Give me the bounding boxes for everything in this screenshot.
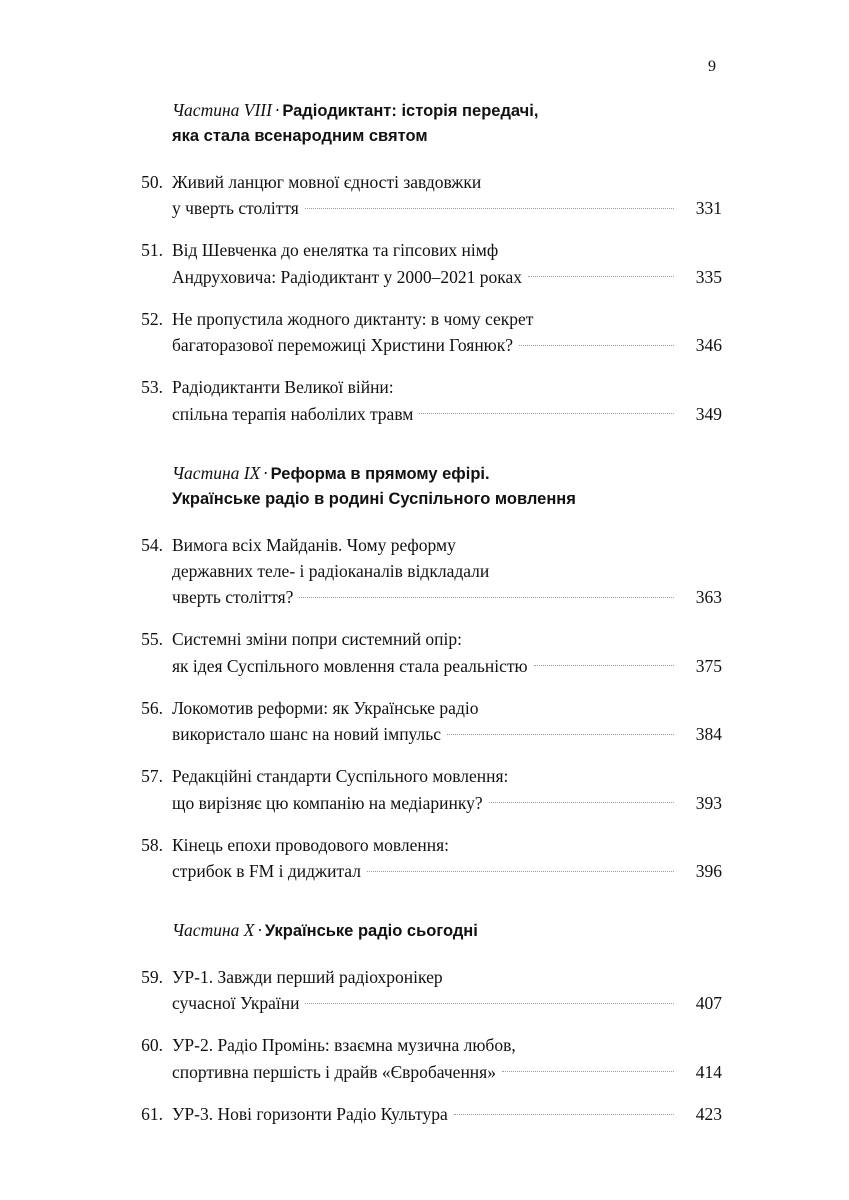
part-title: яка стала всенародним святом: [172, 127, 428, 146]
part-title: Реформа в прямому ефірі.: [270, 464, 490, 483]
toc-entry-page: 335: [695, 266, 722, 287]
part-heading: [132, 98, 722, 149]
toc-entry[interactable]: [132, 695, 722, 748]
toc-entry-title: Системні зміни попри системний опір:: [172, 629, 463, 650]
leader-dots: [484, 696, 674, 714]
toc-entry-line: [172, 695, 722, 721]
spacer: [132, 679, 722, 695]
toc-entry-page: 363: [695, 587, 722, 608]
leader-dots: [447, 723, 674, 741]
leader-dots: [539, 307, 674, 325]
toc-entry-line: [172, 584, 722, 610]
leader-dots: [454, 1102, 674, 1120]
toc-entry-body: [172, 374, 722, 427]
toc-entry-number: 58.: [141, 834, 163, 855]
toc-entry-page: 396: [695, 861, 722, 882]
toc-entry[interactable]: [132, 832, 722, 885]
leader-dots: [502, 1060, 674, 1078]
toc-entry-title: Від Шевченка до енелятка та гіпсових німф: [172, 240, 499, 261]
toc-entry-line: [172, 195, 722, 221]
toc-entry-line: [172, 558, 722, 584]
toc-entry-number: 51.: [141, 240, 163, 261]
toc-entry-line: [172, 374, 722, 400]
toc-entry-title: використало шанс на новий імпульс: [172, 724, 442, 745]
toc-entry-title: що вирізняє цю компанію на медіаринку?: [172, 792, 483, 813]
toc-entry-line: [172, 790, 722, 816]
toc-entry-line: [172, 763, 722, 789]
toc-entry[interactable]: [132, 374, 722, 427]
toc-entry-title: як ідея Суспільного мовлення стала реальністю: [172, 655, 528, 676]
toc-entry-title: багаторазової переможиці Христини Гоянюк?: [172, 335, 514, 356]
toc-entry-number: 54.: [141, 534, 163, 555]
leader-dots: [299, 586, 674, 604]
toc-entry-body: [172, 1101, 722, 1127]
toc-entry-title: Редакційні стандарти Суспільного мовлення:: [172, 766, 509, 787]
leader-dots: [522, 1034, 674, 1052]
toc-entry-title: Не пропустила жодного диктанту: в чому секрет: [172, 308, 534, 329]
leader-dots: [504, 239, 674, 257]
toc-entry-title: УР-1. Завжди перший радіохронікер: [172, 966, 443, 987]
toc-entry-title: чверть століття?: [172, 587, 294, 608]
spacer: [132, 610, 722, 626]
spacer: [132, 1016, 722, 1032]
toc-entry-line: [172, 332, 722, 358]
toc-entry-title: спільна терапія наболілих травм: [172, 403, 414, 424]
toc-entry-page: 423: [695, 1103, 722, 1124]
toc-entry-title: Локомотив реформи: як Українське радіо: [172, 697, 479, 718]
toc-entry-line: [172, 1101, 722, 1127]
toc-entry-page: 407: [695, 993, 722, 1014]
leader-dots: [489, 791, 674, 809]
part-heading-line: [172, 98, 722, 123]
leader-dots: [305, 992, 674, 1010]
leader-dots: [367, 860, 674, 878]
toc-entry-line: [172, 858, 722, 884]
toc-entry-number: 60.: [141, 1035, 163, 1056]
toc-entry-number: 57.: [141, 766, 163, 787]
toc-entry-page: 375: [695, 655, 722, 676]
spacer: [132, 948, 722, 964]
part-separator: ·: [274, 100, 280, 120]
leader-dots: [449, 965, 674, 983]
toc-entry-number: 53.: [141, 377, 163, 398]
toc-entry-title: Живий ланцюг мовної єдності завдовжки: [172, 171, 482, 192]
toc-entry-title: спортивна першість і драйв «Євробачення»: [172, 1061, 496, 1082]
leader-dots: [495, 559, 674, 577]
spacer: [132, 747, 722, 763]
toc-entry-title: сучасної України: [172, 993, 300, 1014]
toc-entry[interactable]: [132, 1101, 722, 1127]
spacer: [132, 427, 722, 461]
toc-entry[interactable]: [132, 237, 722, 290]
toc-entry-page: 346: [695, 335, 722, 356]
toc-entry[interactable]: [132, 1032, 722, 1085]
toc-entry-body: [172, 964, 722, 1017]
toc-entry-page: 384: [695, 724, 722, 745]
toc-entry-body: [172, 306, 722, 359]
toc-entry-title: УР-3. Нові горизонти Радіо Культура: [172, 1103, 448, 1124]
table-of-contents: [132, 98, 722, 1127]
toc-entry-title: стрибок в FM і диджитал: [172, 861, 361, 882]
toc-entry-line: [172, 653, 722, 679]
toc-entry-page: 414: [695, 1061, 722, 1082]
toc-entry-line: [172, 237, 722, 263]
part-heading-line: [172, 123, 722, 148]
toc-entry[interactable]: [132, 169, 722, 222]
part-title: Радіодиктант: історія передачі,: [282, 102, 539, 120]
toc-entry[interactable]: [132, 626, 722, 679]
toc-entry-line: [172, 306, 722, 332]
leader-dots: [519, 334, 674, 352]
toc-entry-line: [172, 1059, 722, 1085]
toc-entry-title: у чверть століття: [172, 198, 299, 219]
leader-dots: [534, 654, 674, 672]
leader-dots: [305, 197, 674, 215]
toc-entry-page: 331: [695, 198, 722, 219]
part-separator: ·: [257, 920, 262, 941]
spacer: [132, 358, 722, 374]
part-heading-line: [172, 918, 722, 943]
toc-entry-title: державних теле- і радіоканалів відкладали: [172, 560, 490, 581]
toc-entry-body: [172, 1032, 722, 1085]
spacer: [132, 290, 722, 306]
toc-entry-line: [172, 401, 722, 427]
leader-dots: [400, 376, 674, 394]
leader-dots: [487, 170, 674, 188]
leader-dots: [468, 628, 674, 646]
leader-dots: [462, 533, 674, 551]
part-heading: [132, 918, 722, 943]
toc-entry-title: Радіодиктанти Великої війни:: [172, 377, 394, 398]
spacer: [132, 816, 722, 832]
toc-entry-line: [172, 990, 722, 1016]
part-heading-line: [172, 461, 722, 486]
leader-dots: [528, 265, 674, 283]
toc-entry-body: [172, 237, 722, 290]
leader-dots: [455, 833, 674, 851]
toc-entry-number: 52.: [141, 308, 163, 329]
toc-entry[interactable]: [132, 964, 722, 1017]
toc-entry-line: [172, 1032, 722, 1058]
toc-entry-number: 56.: [141, 697, 163, 718]
toc-entry[interactable]: [132, 763, 722, 816]
toc-entry-body: [172, 763, 722, 816]
toc-entry-body: [172, 832, 722, 885]
part-heading: [132, 461, 722, 512]
toc-entry-line: [172, 626, 722, 652]
leader-dots: [514, 765, 674, 783]
part-label: Частина VIII: [172, 100, 272, 120]
toc-entry-number: 61.: [141, 1103, 163, 1124]
spacer: [132, 1085, 722, 1101]
toc-entry-line: [172, 832, 722, 858]
part-separator: ·: [263, 462, 268, 483]
toc-entry-title: Кінець епохи проводового мовлення:: [172, 834, 449, 855]
toc-entry-line: [172, 964, 722, 990]
part-label: Частина IX: [172, 462, 261, 483]
page-number: 9: [708, 58, 716, 75]
toc-entry-number: 55.: [141, 629, 163, 650]
toc-entry-title: Андруховича: Радіодиктант у 2000–2021 роках: [172, 266, 523, 287]
toc-entry-title: УР-2. Радіо Промінь: взаємна музична любов,: [172, 1035, 516, 1056]
toc-entry-line: [172, 721, 722, 747]
part-title: Українське радіо сьогодні: [264, 922, 478, 941]
toc-entry-body: [172, 626, 722, 679]
part-title: Українське радіо в родині Суспільного мовлення: [172, 490, 576, 509]
toc-entry-line: [172, 169, 722, 195]
toc-entry-line: [172, 264, 722, 290]
toc-entry-body: [172, 532, 722, 611]
toc-entry-body: [172, 169, 722, 222]
spacer: [132, 221, 722, 237]
leader-dots: [419, 402, 674, 420]
toc-entry-page: 349: [695, 403, 722, 424]
toc-entry-page: 393: [695, 792, 722, 813]
part-heading-line: [172, 486, 722, 511]
part-label: Частина X: [172, 920, 255, 941]
toc-entry-body: [172, 695, 722, 748]
toc-entry-title: Вимога всіх Майданів. Чому реформу: [172, 534, 456, 555]
toc-entry[interactable]: [132, 306, 722, 359]
spacer: [132, 516, 722, 532]
toc-entry-line: [172, 532, 722, 558]
toc-entry-number: 59.: [141, 966, 163, 987]
spacer: [132, 153, 722, 169]
spacer: [132, 884, 722, 918]
toc-entry[interactable]: [132, 532, 722, 611]
toc-entry-number: 50.: [141, 171, 163, 192]
